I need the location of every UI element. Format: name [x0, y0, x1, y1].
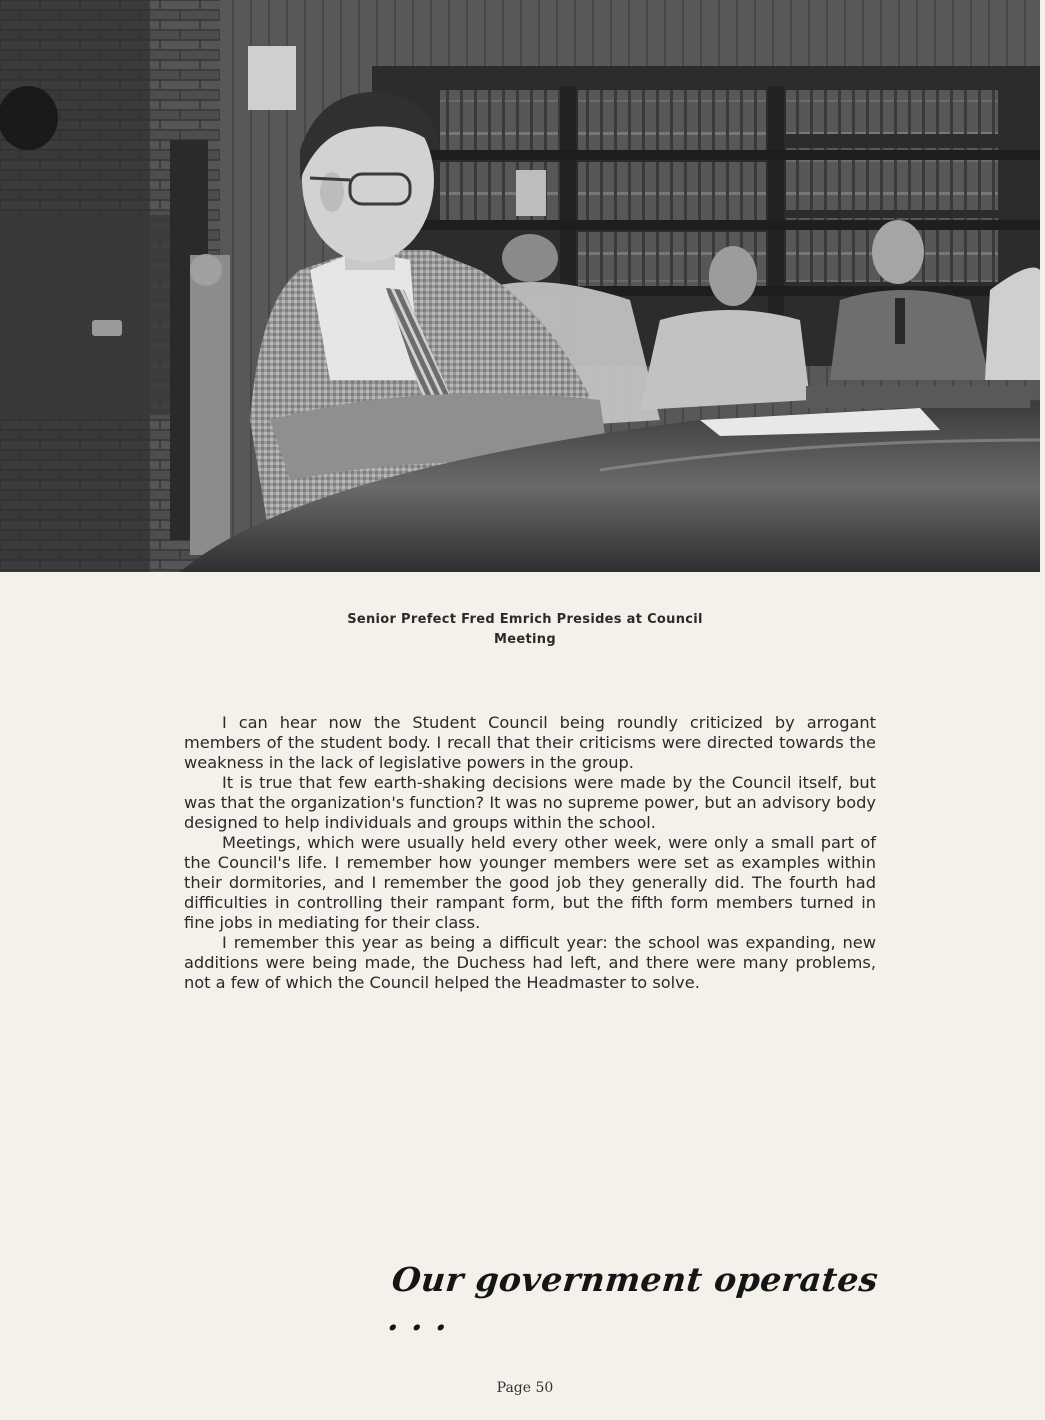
paragraph: I can hear now the Student Council being roundly criticized by arrogant members of the student body. I recall that their criticisms were directed towards the weakness in the lack of legislative powers in the group. [184, 713, 876, 772]
paragraph: I remember this year as being a difficult year: the school was expanding, new additions were being made, the Duchess had left, and there were many problems, not a few of which the Council helped the Headmaster to solve. [184, 933, 876, 992]
council-meeting-photo [0, 0, 1040, 572]
section-motto: Our government operates . . . [385, 1260, 881, 1338]
caption-line-2: Meeting [494, 632, 556, 647]
page-number: Page 50 [496, 1380, 554, 1396]
paragraph: It is true that few earth-shaking decisions were made by the Council itself, but was that the organization's function? It was no supreme power, but an advisory body designed to help individuals and groups within the school. [184, 773, 876, 832]
paragraph: Meetings, which were usually held every other week, were only a small part of the Council's life. I remember how younger members were set as examples within their dormitories, and I remember the good job they generally did. The fourth had difficulties in controlling their rampant form, but the fifth form members turned in fine jobs in mediating for their class. [184, 833, 876, 932]
photo-caption [300, 610, 750, 650]
caption-line-1: Senior Prefect Fred Emrich Presides at Council [347, 612, 703, 627]
article-body [184, 713, 876, 993]
